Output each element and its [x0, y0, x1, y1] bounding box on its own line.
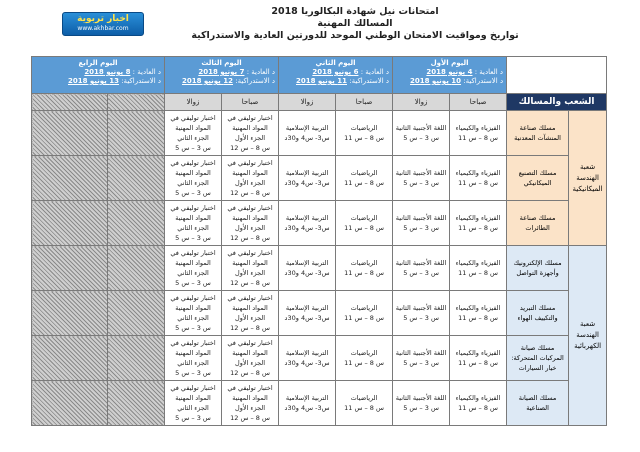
exam-time: س 8 – س 11: [344, 269, 384, 277]
cell-text: 11 يونيو 2018: [296, 77, 347, 85]
exam-cell: [450, 246, 507, 291]
cell-text: [396, 68, 503, 77]
cell-text: الفيزياء والكيمياء: [455, 259, 501, 267]
exam-cell: [279, 291, 336, 336]
cell-text: اختبار توليفي في المواد المهنية: [227, 339, 273, 357]
exam-cell: [222, 291, 279, 336]
exam-time: س 8 – س 12: [230, 324, 270, 332]
cell-text: اللغة الأجنبية الثانية: [395, 214, 447, 222]
exam-time: الجزء الأول: [234, 224, 266, 232]
exam-cell: [336, 156, 393, 201]
session-afternoon: زوالا: [279, 94, 336, 111]
cell-text: اليوم الثالث: [201, 59, 242, 67]
exam-time: س 8 – س 11: [458, 224, 498, 232]
cell-text: اللغة الأجنبية الثانية: [395, 259, 447, 267]
document-header: [120, 6, 590, 42]
cell-text: التربية الإسلامية: [285, 259, 329, 267]
exam-cell: [336, 111, 393, 156]
cell-text: [282, 77, 389, 86]
exam-cell: [165, 246, 222, 291]
exam-cell: [222, 246, 279, 291]
cell-text: د الاستدراكية:: [349, 77, 390, 85]
exam-cell: [279, 246, 336, 291]
exam-time: س 3 – س 5: [175, 414, 211, 422]
cell-text: الفيزياء والكيمياء: [455, 124, 501, 132]
cell-text: د الاستدراكية:: [463, 77, 504, 85]
cell-text: اختبار توليفي في المواد المهنية: [170, 159, 216, 177]
cell-text: الفيزياء والكيمياء: [455, 394, 501, 402]
cell-text: الفيزياء والكيمياء: [455, 214, 501, 222]
exam-time: س 8 – س 12: [230, 189, 270, 197]
empty-cell: [108, 111, 165, 156]
empty-cell: [32, 156, 108, 201]
exam-cell: [450, 201, 507, 246]
exam-cell: [165, 336, 222, 381]
cell-text: اختبار توليفي في المواد المهنية: [227, 204, 273, 222]
exam-time: س 3 – س 5: [403, 224, 439, 232]
exam-time: س3- س4 و30د: [284, 359, 330, 367]
session-afternoon: زوالا: [393, 94, 450, 111]
exam-cell: [450, 111, 507, 156]
cell-text: [168, 77, 275, 86]
cell-text: د الاستدراكية:: [121, 77, 162, 85]
exam-time: س 8 – س 11: [344, 134, 384, 142]
cell-text: اللغة الأجنبية الثانية: [395, 124, 447, 132]
exam-time: س 3 – س 5: [175, 369, 211, 377]
exam-cell: [279, 201, 336, 246]
cell-text: 7 يونيو 2018: [198, 68, 245, 76]
exam-cell: [336, 246, 393, 291]
exam-cell: [393, 291, 450, 336]
exam-time: س 8 – س 11: [458, 404, 498, 412]
track-name: مسلك التصنيع الميكانيكي: [507, 156, 569, 201]
exam-time: الجزء الأول: [234, 269, 266, 277]
cell-text: الفيزياء والكيمياء: [455, 169, 501, 177]
empty-cell: [32, 291, 108, 336]
cell-text: اللغة الأجنبية الثانية: [395, 349, 447, 357]
exam-time: س 3 – س 5: [403, 269, 439, 277]
exam-cell: [450, 156, 507, 201]
exam-time: الجزء الأول: [234, 134, 266, 142]
empty-cell: [108, 246, 165, 291]
exam-time: س3- س4 و30د: [284, 314, 330, 322]
cell-text: 8 يونيو 2018: [84, 68, 131, 76]
exam-time: س 8 – س 11: [458, 314, 498, 322]
title-line-2: المسالك المهنية: [317, 18, 393, 29]
cell-text: 4 يونيو 2018: [426, 68, 473, 76]
exam-cell: [393, 381, 450, 426]
cell-text: الرياضيات: [350, 394, 378, 402]
exam-time: س 3 – س 5: [403, 179, 439, 187]
exam-time: س 3 – س 5: [403, 359, 439, 367]
empty-cell: [32, 246, 108, 291]
empty-cell: [108, 336, 165, 381]
exam-time: الجزء الثاني: [177, 134, 209, 142]
empty-cell: [108, 156, 165, 201]
exam-time: س 8 – س 11: [458, 134, 498, 142]
corner-cell: [507, 57, 607, 94]
session-empty: [32, 94, 108, 111]
cell-text: اختبار توليفي في المواد المهنية: [227, 384, 273, 402]
cell-text: [35, 68, 161, 77]
cell-text: [282, 68, 389, 77]
cell-text: 6 يونيو 2018: [312, 68, 359, 76]
exam-time: الجزء الثاني: [177, 224, 209, 232]
exam-cell: [393, 156, 450, 201]
empty-cell: [32, 381, 108, 426]
logo-url: www.akhbar.com: [77, 25, 129, 32]
exam-time: س3- س4 و30د: [284, 134, 330, 142]
session-afternoon: زوالا: [165, 94, 222, 111]
exam-cell: [336, 291, 393, 336]
exam-cell: [450, 381, 507, 426]
track-name: مسلك التبريد والتكييف الهواء: [507, 291, 569, 336]
cell-text: 12 يونيو 2018: [181, 77, 233, 85]
exam-cell: [165, 111, 222, 156]
exam-cell: [336, 201, 393, 246]
cell-text: الرياضيات: [350, 169, 378, 177]
empty-cell: [108, 381, 165, 426]
empty-cell: [32, 336, 108, 381]
cell-text: اختبار توليفي في المواد المهنية: [170, 384, 216, 402]
cell-text: اختبار توليفي في المواد المهنية: [227, 159, 273, 177]
exam-cell: [165, 156, 222, 201]
exam-cell: [393, 111, 450, 156]
cell-text: الرياضيات: [350, 259, 378, 267]
exam-time: س 8 – س 11: [344, 179, 384, 187]
exam-cell: [279, 156, 336, 201]
empty-cell: [108, 201, 165, 246]
cell-text: التربية الإسلامية: [285, 169, 329, 177]
cell-text: اختبار توليفي في المواد المهنية: [170, 249, 216, 267]
exam-time: الجزء الأول: [234, 359, 266, 367]
cell-text: [35, 77, 161, 86]
cell-text: 13 يونيو 2018: [67, 77, 119, 85]
exam-time: س 3 – س 5: [403, 314, 439, 322]
cell-text: اليوم الأول: [430, 59, 469, 67]
exam-cell: [393, 246, 450, 291]
exam-cell: [222, 336, 279, 381]
exam-time: س 8 – س 12: [230, 279, 270, 287]
exam-cell: [165, 201, 222, 246]
cell-text: اللغة الأجنبية الثانية: [395, 394, 447, 402]
cell-text: د العادية :: [360, 68, 390, 76]
exam-cell: [165, 381, 222, 426]
exam-time: س 8 – س 11: [344, 359, 384, 367]
exam-time: الجزء الأول: [234, 404, 266, 412]
cell-text: [168, 68, 275, 77]
exam-time: س 3 – س 5: [175, 144, 211, 152]
cell-text: اختبار توليفي في المواد المهنية: [170, 114, 216, 132]
cell-text: الفيزياء والكيمياء: [455, 304, 501, 312]
exam-time: س 8 – س 12: [230, 144, 270, 152]
cell-text: اللغة الأجنبية الثانية: [395, 169, 447, 177]
branch-mechanical: شعبة الهندسة الميكانيكية: [569, 111, 607, 246]
branch-electrical: شعبة الهندسة الكهربائية: [569, 246, 607, 426]
exam-time: س3- س4 و30د: [284, 404, 330, 412]
exam-time: س3- س4 و30د: [284, 224, 330, 232]
exam-time: الجزء الثاني: [177, 404, 209, 412]
track-name: مسلك صناعة المنشآت المعدنية: [507, 111, 569, 156]
exam-time: س 3 – س 5: [175, 279, 211, 287]
title-line-3: تواريخ ومواقيت الامتحان الوطني الموحد للدورتين العادية والاستدراكية: [191, 30, 519, 41]
track-name: مسلك الإلكترونيك وأجهزة التواصل: [507, 246, 569, 291]
cell-text: اختبار توليفي في المواد المهنية: [170, 204, 216, 222]
cell-text: التربية الإسلامية: [285, 124, 329, 132]
exam-cell: [336, 336, 393, 381]
cell-text: اختبار توليفي في المواد المهنية: [227, 114, 273, 132]
session-morning: صباحا: [336, 94, 393, 111]
exam-time: س 8 – س 11: [458, 179, 498, 187]
site-logo[interactable]: [62, 12, 144, 36]
cell-text: اختبار توليفي في المواد المهنية: [227, 249, 273, 267]
table-title: الشعب والمسالك: [507, 94, 607, 111]
empty-cell: [32, 201, 108, 246]
exam-time: س 8 – س 12: [230, 369, 270, 377]
exam-time: س 3 – س 5: [175, 234, 211, 242]
cell-text: د العادية :: [474, 68, 504, 76]
cell-text: د العادية :: [132, 68, 162, 76]
cell-text: اليوم الرابع: [78, 59, 118, 67]
cell-text: التربية الإسلامية: [285, 394, 329, 402]
exam-time: س 8 – س 12: [230, 414, 270, 422]
cell-text: التربية الإسلامية: [285, 349, 329, 357]
exam-cell: [222, 111, 279, 156]
cell-text: [396, 77, 503, 86]
exam-cell: [450, 336, 507, 381]
exam-cell: [336, 381, 393, 426]
cell-text: اختبار توليفي في المواد المهنية: [170, 294, 216, 312]
session-empty: [108, 94, 165, 111]
exam-time: س 8 – س 11: [458, 359, 498, 367]
exam-cell: [393, 201, 450, 246]
exam-time: س 3 – س 5: [175, 324, 211, 332]
exam-cell: [222, 156, 279, 201]
exam-time: الجزء الثاني: [177, 359, 209, 367]
exam-time: س3- س4 و30د: [284, 179, 330, 187]
exam-time: س 8 – س 12: [230, 234, 270, 242]
session-morning: صباحا: [222, 94, 279, 111]
exam-schedule-table: [31, 56, 607, 426]
cell-text: د الاستدراكية:: [235, 77, 276, 85]
cell-text: التربية الإسلامية: [285, 304, 329, 312]
cell-text: اختبار توليفي في المواد المهنية: [227, 294, 273, 312]
empty-cell: [32, 111, 108, 156]
cell-text: الرياضيات: [350, 214, 378, 222]
exam-time: س 8 – س 11: [458, 269, 498, 277]
exam-time: الجزء الأول: [234, 179, 266, 187]
cell-text: د العادية :: [246, 68, 276, 76]
cell-text: الرياضيات: [350, 124, 378, 132]
exam-cell: [450, 291, 507, 336]
exam-time: س 3 – س 5: [403, 404, 439, 412]
empty-cell: [108, 291, 165, 336]
exam-time: الجزء الثاني: [177, 179, 209, 187]
exam-time: س 3 – س 5: [175, 189, 211, 197]
cell-text: 10 يونيو 2018: [410, 77, 462, 85]
exam-cell: [222, 381, 279, 426]
exam-time: س 3 – س 5: [403, 134, 439, 142]
exam-time: س3- س4 و30د: [284, 269, 330, 277]
exam-cell: [279, 111, 336, 156]
exam-time: الجزء الأول: [234, 314, 266, 322]
exam-cell: [279, 336, 336, 381]
track-name: مسلك صيانة المركبات المتحركة: خيار السيارات: [507, 336, 569, 381]
exam-time: س 8 – س 11: [344, 224, 384, 232]
exam-time: س 8 – س 11: [344, 314, 384, 322]
logo-text: اخبار تربوية: [77, 14, 129, 24]
day-header-4: [32, 57, 165, 94]
day-header-3: [165, 57, 279, 94]
day-header-1: [393, 57, 507, 94]
cell-text: اليوم الثاني: [315, 59, 356, 67]
track-name: مسلك الصيانة الصناعية: [507, 381, 569, 426]
cell-text: الفيزياء والكيمياء: [455, 349, 501, 357]
exam-cell: [165, 291, 222, 336]
exam-cell: [279, 381, 336, 426]
cell-text: الرياضيات: [350, 304, 378, 312]
exam-cell: [393, 336, 450, 381]
exam-time: الجزء الثاني: [177, 314, 209, 322]
exam-time: س 8 – س 11: [344, 404, 384, 412]
cell-text: الرياضيات: [350, 349, 378, 357]
day-header-2: [279, 57, 393, 94]
title-line-1: امتحانات نيل شهادة البكالوريا 2018: [271, 6, 439, 17]
cell-text: اللغة الأجنبية الثانية: [395, 304, 447, 312]
cell-text: التربية الإسلامية: [285, 214, 329, 222]
cell-text: اختبار توليفي في المواد المهنية: [170, 339, 216, 357]
exam-cell: [222, 201, 279, 246]
session-morning: صباحا: [450, 94, 507, 111]
exam-time: الجزء الثاني: [177, 269, 209, 277]
track-name: مسلك صناعة الطائرات: [507, 201, 569, 246]
